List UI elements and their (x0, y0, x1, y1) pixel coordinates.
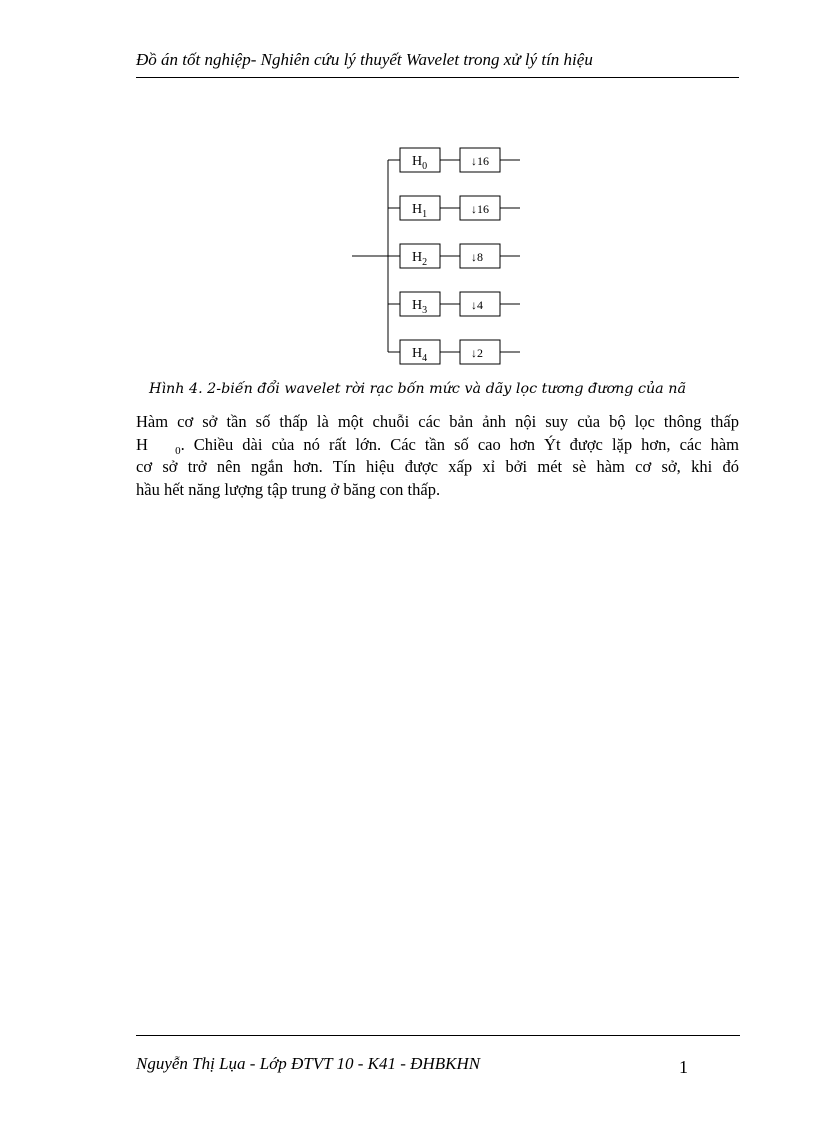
decimator-label-4: ↓2 (471, 346, 483, 360)
filter-bank-diagram (352, 140, 532, 370)
filter-label-h4: $H_4$ (412, 346, 428, 364)
body-line-4: hầu hết năng lượng tập trung ở băng con thấp. (136, 479, 441, 499)
diagram-lines (352, 148, 520, 364)
body-line-1: Hàm cơ sở tần số thấp là một chuỗi các bản ảnh nội suy của bộ lọc thông thấp (136, 412, 739, 431)
decimator-label-2: ↓8 (471, 250, 483, 264)
decimator-label-1: ↓16 (471, 202, 489, 216)
filter-label-h1: $H_1$ (412, 202, 428, 220)
page-footer: Nguyễn Thị Lụa - Lớp ĐTVT 10 - K41 - ĐHBKHN (136, 1054, 481, 1073)
footer-rule (136, 1035, 740, 1036)
body-line-2-symbol: H (136, 434, 148, 454)
body-line-3: cơ sở trở nên ngắn hơn. Tín hiệu được xấp xỉ bởi mét sè hàm cơ sở, khi đó (136, 457, 739, 476)
filter-label-h3: $H_3$ (412, 298, 428, 316)
page-header: Đồ án tốt nghiệp- Nghiên cứu lý thuyết Wavelet trong xử lý tín hiệu (136, 50, 593, 69)
header-rule (136, 77, 739, 78)
decimator-label-0: ↓16 (471, 154, 489, 168)
decimator-label-3: ↓4 (471, 298, 483, 312)
page-number: 1 (679, 1057, 688, 1077)
figure-caption: Hình 4. 2-biến đổi wavelet rời rạc bốn mức và dãy lọc tương đương của nã (149, 381, 686, 397)
filter-label-h2: $H_2$ (412, 250, 428, 268)
body-line-2 (136, 434, 739, 457)
filter-label-h0: $H_0$ (412, 154, 428, 172)
body-paragraph (136, 411, 739, 501)
body-line-2-subscript: 0 (175, 444, 181, 457)
body-line-2-text: . Chiều dài của nó rất lớn. Các tần số cao hơn Ýt được lặp hơn, các hàm (180, 434, 740, 454)
